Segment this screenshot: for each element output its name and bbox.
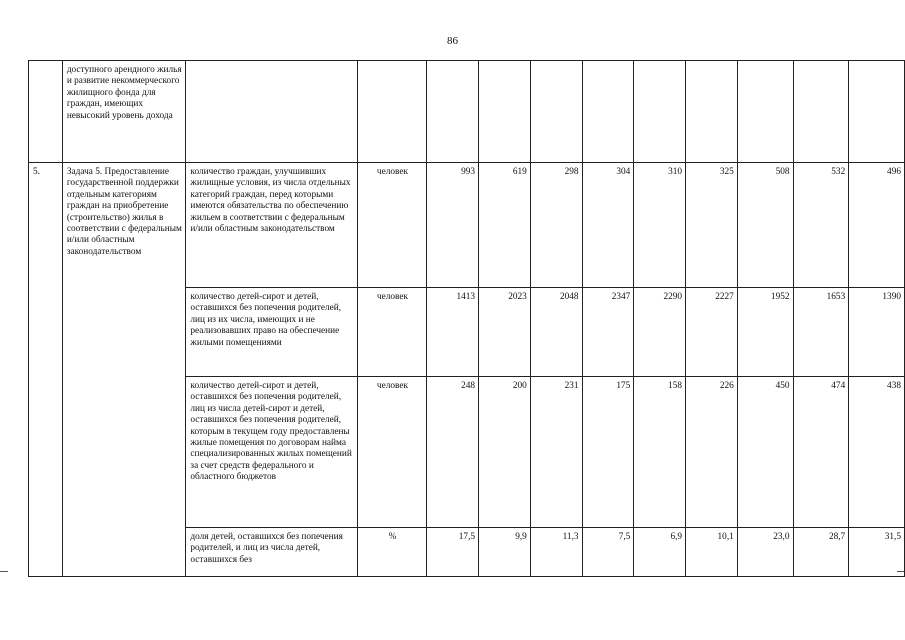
carry-over-number-cell — [29, 61, 63, 163]
value-cell: 2048 — [530, 288, 582, 377]
indicator-unit: % — [357, 528, 427, 577]
indicators-table — [28, 60, 905, 577]
value-cell: 11,3 — [530, 528, 582, 577]
page-edge-mark-left — [0, 571, 8, 572]
empty-cell — [849, 61, 905, 163]
value-cell: 496 — [849, 163, 905, 288]
empty-cell — [186, 61, 357, 163]
empty-cell — [479, 61, 531, 163]
value-cell: 310 — [634, 163, 686, 288]
indicator-unit: человек — [357, 288, 427, 377]
value-cell: 17,5 — [427, 528, 479, 577]
value-cell: 2290 — [634, 288, 686, 377]
page-number: 86 — [447, 35, 458, 47]
value-cell: 6,9 — [634, 528, 686, 577]
value-cell: 304 — [582, 163, 634, 288]
empty-cell — [427, 61, 479, 163]
value-cell: 2023 — [479, 288, 531, 377]
task-number-cell: 5. — [29, 163, 63, 577]
value-cell: 619 — [479, 163, 531, 288]
indicator-unit: человек — [357, 377, 427, 528]
value-cell: 325 — [686, 163, 738, 288]
indicator-name: количество граждан, улучшивших жилищные условия, из числа отдельных категорий граждан, перед которыми имеются обязательства по обеспечению жильем в соответствии с федеральным и/или областным законодательством — [186, 163, 357, 288]
value-cell: 2227 — [686, 288, 738, 377]
indicator-row — [29, 163, 905, 288]
empty-cell — [793, 61, 849, 163]
value-cell: 226 — [686, 377, 738, 528]
value-cell: 298 — [530, 163, 582, 288]
value-cell: 993 — [427, 163, 479, 288]
empty-cell — [686, 61, 738, 163]
value-cell: 508 — [737, 163, 793, 288]
indicator-name: количество детей-сирот и детей, оставшихся без попечения родителей, лиц из числа детей-сирот и детей, оставшихся без попечения родителей, которым в текущем году предоставлены жилые помещения по договорам найма специализированных жилых помещений за счет средств федерального и областного бюджетов — [186, 377, 357, 528]
carry-over-row — [29, 61, 905, 163]
value-cell: 2347 — [582, 288, 634, 377]
value-cell: 9,9 — [479, 528, 531, 577]
value-cell: 28,7 — [793, 528, 849, 577]
task-text-cell: Задача 5. Предоставление государственной поддержки отдельным категориям граждан на приобретение (строительство) жилья в соответствии с федеральным и/или областным законодательством — [62, 163, 186, 577]
value-cell: 1952 — [737, 288, 793, 377]
value-cell: 23,0 — [737, 528, 793, 577]
empty-cell — [357, 61, 427, 163]
value-cell: 438 — [849, 377, 905, 528]
value-cell: 248 — [427, 377, 479, 528]
value-cell: 1653 — [793, 288, 849, 377]
carry-over-task-cell: доступного арендного жилья и развитие некоммерческого жилищного фонда для граждан, имеющих невысокий уровень дохода — [62, 61, 186, 163]
value-cell: 1390 — [849, 288, 905, 377]
empty-cell — [737, 61, 793, 163]
value-cell: 231 — [530, 377, 582, 528]
indicator-name: доля детей, оставшихся без попечения родителей, и лиц из числа детей, оставшихся без — [186, 528, 357, 577]
value-cell: 450 — [737, 377, 793, 528]
value-cell: 31,5 — [849, 528, 905, 577]
value-cell: 158 — [634, 377, 686, 528]
empty-cell — [582, 61, 634, 163]
value-cell: 200 — [479, 377, 531, 528]
indicator-name: количество детей-сирот и детей, оставшихся без попечения родителей, лиц из их числа, имеющих и не реализовавших право на обеспечение жилыми помещениями — [186, 288, 357, 377]
empty-cell — [530, 61, 582, 163]
value-cell: 175 — [582, 377, 634, 528]
value-cell: 532 — [793, 163, 849, 288]
value-cell: 1413 — [427, 288, 479, 377]
value-cell: 474 — [793, 377, 849, 528]
indicator-unit: человек — [357, 163, 427, 288]
value-cell: 7,5 — [582, 528, 634, 577]
empty-cell — [634, 61, 686, 163]
value-cell: 10,1 — [686, 528, 738, 577]
